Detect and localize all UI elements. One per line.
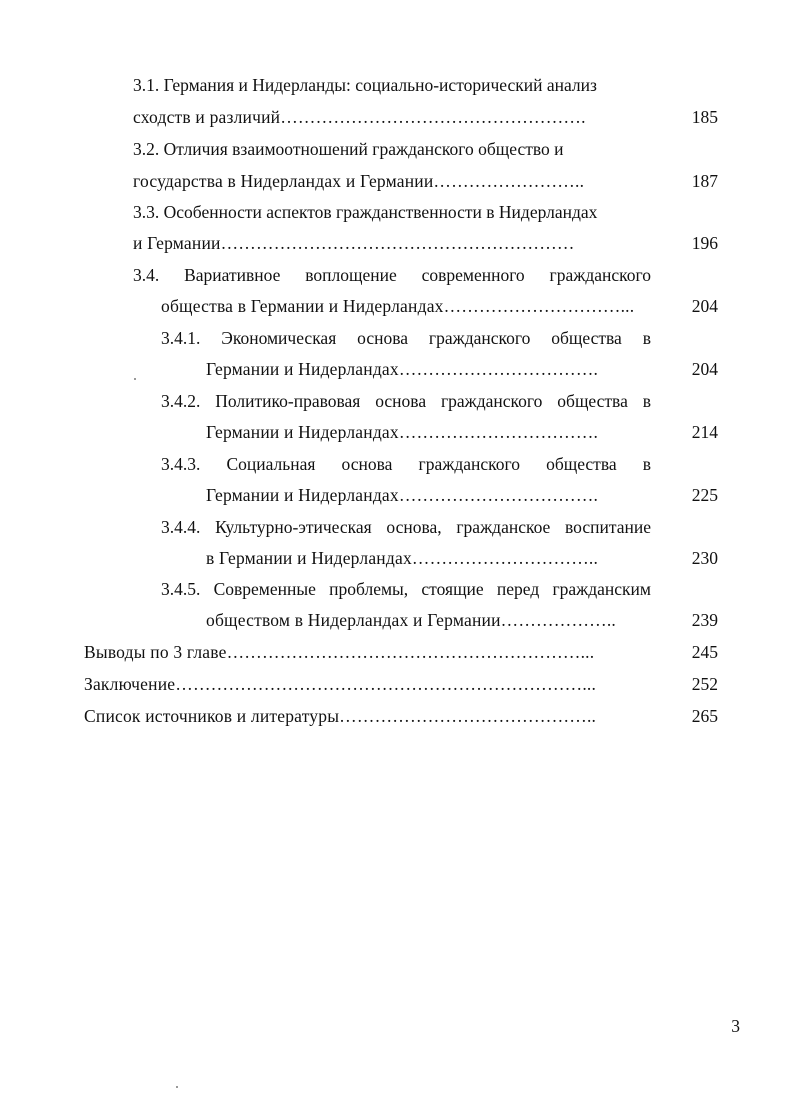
scan-speck (134, 378, 136, 380)
toc-entry-conclusions-chapter3: Выводы по 3 главе……………………………………………………... (84, 642, 595, 662)
toc-entry-3-3-page: 196 (691, 233, 718, 253)
toc-entry-3-4-1-line1: 3.4.1. Экономическая основа гражданского общества в (161, 328, 651, 348)
toc-entry-3-3-line1: 3.3. Особенности аспектов гражданственности в Нидерландах (133, 202, 598, 222)
toc-entry-3-4-1-page: 204 (691, 359, 718, 379)
toc-entry-3-4-line2: общества в Германии и Нидерландах…………………………... (161, 296, 635, 316)
toc-entry-3-4-2-line1: 3.4.2. Политико-правовая основа гражданского общества в (161, 391, 651, 411)
toc-entry-3-4-line1: 3.4. Вариативное воплощение современного гражданского (133, 265, 651, 285)
toc-entry-3-4-3-page: 225 (691, 485, 718, 505)
toc-entry-conclusion: Заключение……………………………………………………………... (84, 674, 597, 694)
toc-entry-3-2-page: 187 (691, 171, 718, 191)
toc-entry-3-4-5-line1: 3.4.5. Современные проблемы, стоящие перед гражданским (161, 579, 651, 599)
page-number: 3 (731, 1016, 740, 1036)
toc-entry-sources: Список источников и литературы…………………………………….. (84, 706, 597, 726)
toc-entry-3-3-line2: и Германии…………………………………………………… (133, 233, 575, 253)
toc-entry-3-1-line2: сходств и различий……………………………………………. (133, 107, 586, 127)
toc-entry-3-4-4-line1: 3.4.4. Культурно-этическая основа, гражданское воспитание (161, 517, 651, 537)
toc-entry-3-4-4-page: 230 (691, 548, 718, 568)
toc-entry-3-1-line1: 3.1. Германия и Нидерланды: социально-исторический анализ (133, 75, 597, 95)
toc-entry-3-4-3-line1: 3.4.3. Социальная основа гражданского общества в (161, 454, 651, 474)
toc-entry-3-4-4-line2: в Германии и Нидерландах………………………….. (206, 548, 599, 568)
toc-entry-3-1-page: 185 (691, 107, 718, 127)
scan-speck (176, 1086, 178, 1088)
toc-entry-sources-page: 265 (691, 706, 718, 726)
toc-entry-conclusions-chapter3-page: 245 (691, 642, 718, 662)
toc-entry-conclusion-page: 252 (691, 674, 718, 694)
toc-entry-3-4-2-line2: Германии и Нидерландах……………………………. (206, 422, 599, 442)
toc-entry-3-4-page: 204 (691, 296, 718, 316)
toc-entry-3-4-1-line2: Германии и Нидерландах……………………………. (206, 359, 599, 379)
toc-entry-3-4-5-page: 239 (691, 610, 718, 630)
toc-entry-3-4-3-line2: Германии и Нидерландах……………………………. (206, 485, 599, 505)
toc-entry-3-2-line1: 3.2. Отличия взаимоотношений гражданского общество и (133, 139, 564, 159)
toc-entry-3-4-5-line2: обществом в Нидерландах и Германии……………….. (206, 610, 616, 630)
toc-entry-3-2-line2: государства в Нидерландах и Германии…………………….. (133, 171, 585, 191)
toc-entry-3-4-2-page: 214 (691, 422, 718, 442)
